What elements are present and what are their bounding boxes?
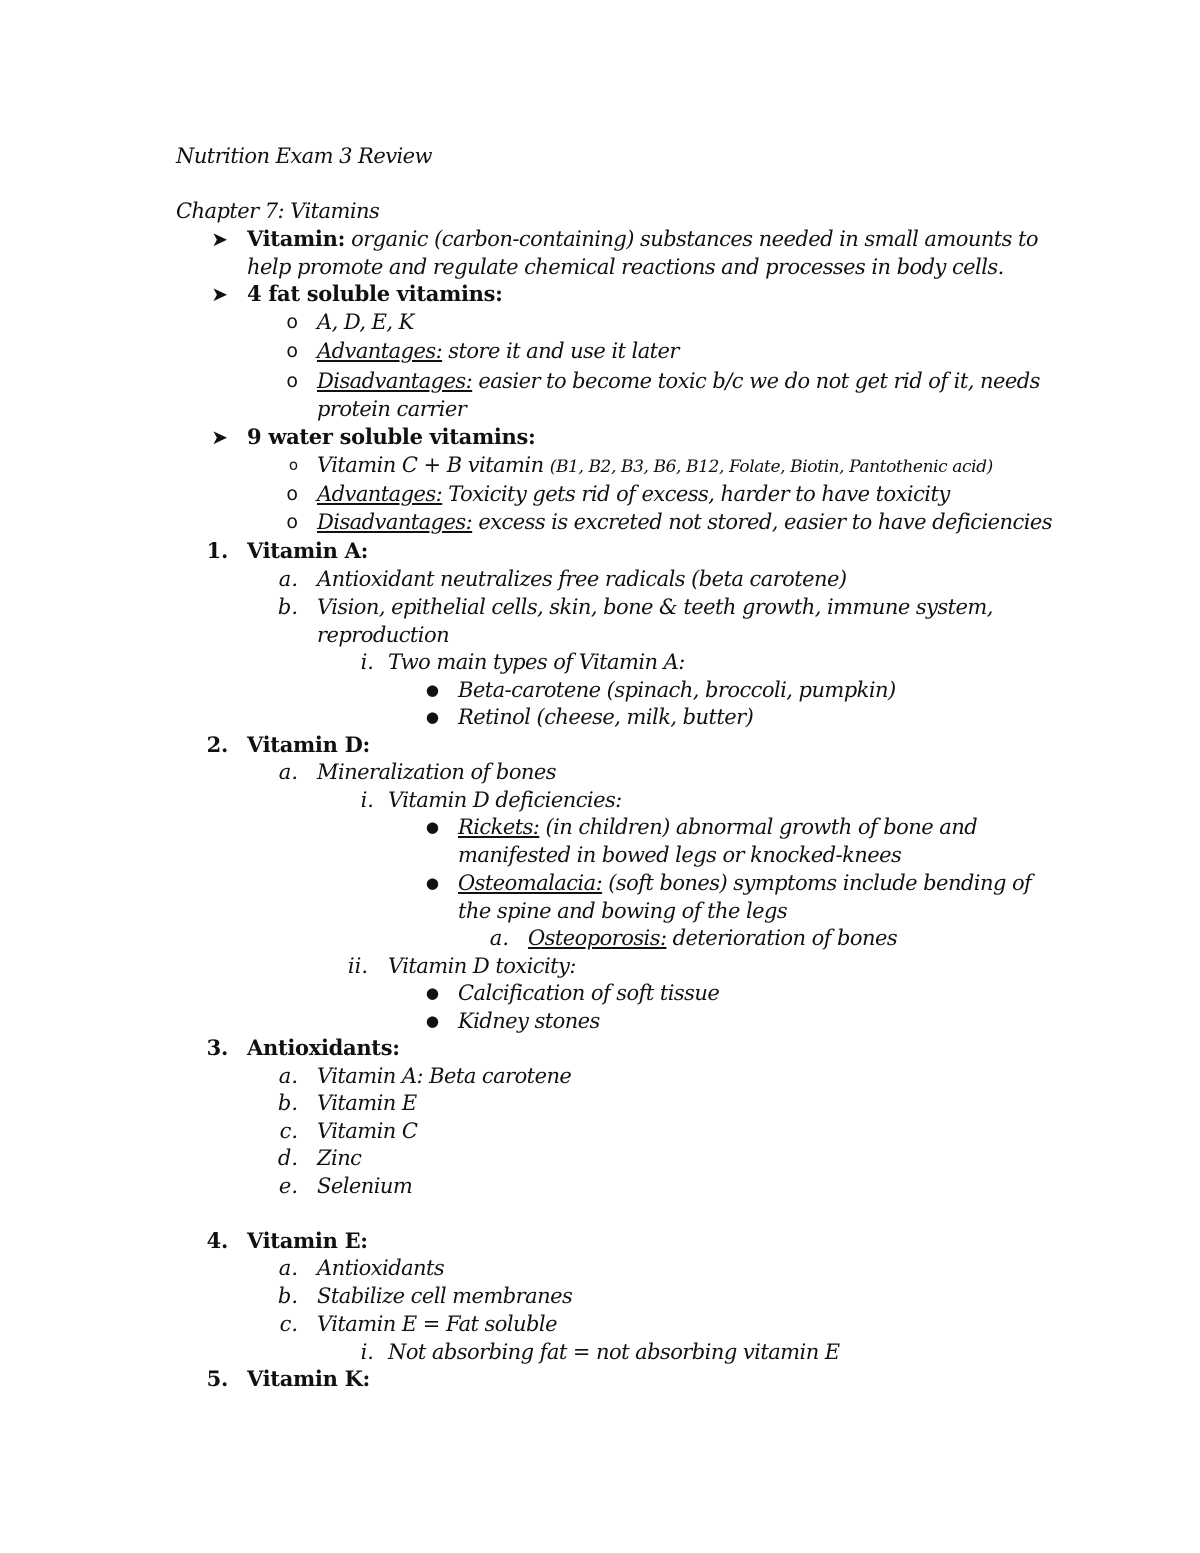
arrow-bullet-icon: ➤	[211, 227, 228, 251]
section-heading-vitamin-d: Vitamin D:	[247, 732, 370, 757]
list-item: Antioxidants	[317, 1256, 445, 1280]
document-title: Nutrition Exam 3 Review	[176, 144, 432, 168]
fat-soluble-disadvantages	[317, 367, 1040, 395]
section-number: 2.	[206, 732, 228, 757]
item-marker: i.	[360, 650, 374, 674]
list-item: Vitamin C	[317, 1119, 418, 1143]
advantages-text: Toxicity gets rid of excess, harder to have toxicity	[448, 482, 950, 506]
circle-bullet-icon: o	[286, 370, 298, 392]
water-soluble-main: Vitamin C + B vitamin	[317, 453, 544, 477]
vitamin-definition	[247, 225, 1038, 253]
item-marker: a.	[278, 1064, 298, 1088]
disadvantages-text-cont: protein carrier	[317, 397, 467, 421]
advantages-text: store it and use it later	[448, 339, 679, 363]
section-heading-antioxidants: Antioxidants:	[247, 1035, 400, 1060]
item-marker: a.	[278, 567, 298, 591]
item-marker: ii.	[347, 954, 368, 978]
disadvantages-label: Disadvantages:	[317, 510, 473, 534]
circle-bullet-icon: o	[286, 340, 298, 362]
item-marker: a.	[278, 1256, 298, 1280]
fat-soluble-advantages	[317, 337, 679, 365]
list-item: Stabilize cell membranes	[317, 1284, 573, 1308]
item-marker: b.	[277, 1091, 298, 1115]
section-number: 5.	[206, 1366, 228, 1391]
list-item: Vitamin E	[317, 1091, 417, 1115]
list-item: Zinc	[317, 1146, 362, 1170]
bullet-dot-icon: ●	[425, 1012, 439, 1030]
advantages-label: Advantages:	[317, 482, 443, 506]
disadvantages-label: Disadvantages:	[317, 369, 473, 393]
disadvantages-text: easier to become toxic b/c we do not get rid of it, needs	[478, 369, 1040, 393]
list-item-cont: manifested in bowed legs or knocked-knees	[458, 843, 902, 867]
definition-text: organic (carbon-containing) substances needed in small amounts to	[351, 227, 1038, 251]
advantages-label: Advantages:	[317, 339, 443, 363]
water-soluble-disadvantages	[317, 508, 1052, 536]
item-marker: b.	[277, 1284, 298, 1308]
list-item: Vitamin E = Fat soluble	[317, 1312, 557, 1336]
list-item: Kidney stones	[458, 1009, 600, 1033]
fat-soluble-list: A, D, E, K	[317, 310, 414, 334]
fat-soluble-heading: 4 fat soluble vitamins:	[247, 281, 503, 306]
circle-bullet-icon: o	[286, 311, 298, 333]
water-soluble-list	[317, 451, 993, 481]
item-marker: i.	[360, 788, 374, 812]
term-label: Osteomalacia:	[458, 871, 603, 895]
list-item: Vitamin A: Beta carotene	[317, 1064, 572, 1088]
list-item-cont: reproduction	[317, 623, 450, 647]
circle-bullet-icon: o	[286, 483, 298, 505]
item-marker: a.	[278, 760, 298, 784]
item-marker: c.	[279, 1119, 298, 1143]
list-item: Vitamin D toxicity:	[388, 954, 576, 978]
list-item-rickets	[458, 813, 977, 841]
section-heading-vitamin-e: Vitamin E:	[247, 1228, 368, 1253]
list-item: Retinol (cheese, milk, butter)	[458, 705, 754, 729]
term-text: deterioration of bones	[672, 926, 898, 950]
list-item: Two main types of Vitamin A:	[388, 650, 685, 674]
list-item: Mineralization of bones	[317, 760, 557, 784]
circle-bullet-icon: o	[288, 456, 298, 474]
bullet-dot-icon: ●	[425, 984, 439, 1002]
list-item: Vision, epithelial cells, skin, bone & teeth growth, immune system,	[317, 595, 993, 619]
term-label: Osteoporosis:	[528, 926, 667, 950]
list-item-osteoporosis	[528, 924, 897, 952]
item-marker: d.	[277, 1146, 298, 1170]
term-text: (in children) abnormal growth of bone and	[545, 815, 978, 839]
water-soluble-advantages	[317, 480, 950, 508]
item-marker: b.	[277, 595, 298, 619]
disadvantages-text: excess is excreted not stored, easier to have deficiencies	[478, 510, 1052, 534]
list-item-cont: the spine and bowing of the legs	[458, 899, 788, 923]
item-marker: e.	[278, 1174, 298, 1198]
item-marker: a.	[489, 926, 509, 950]
bullet-dot-icon: ●	[425, 681, 439, 699]
chapter-heading: Chapter 7: Vitamins	[176, 199, 380, 223]
definition-text-cont: help promote and regulate chemical reactions and processes in body cells.	[247, 255, 1004, 279]
circle-bullet-icon: o	[286, 511, 298, 533]
list-item-osteomalacia	[458, 869, 1031, 897]
water-soluble-heading: 9 water soluble vitamins:	[247, 424, 536, 449]
section-heading-vitamin-k: Vitamin K:	[247, 1366, 370, 1391]
list-item: Selenium	[317, 1174, 413, 1198]
section-number: 1.	[206, 538, 228, 563]
bullet-dot-icon: ●	[425, 708, 439, 726]
item-marker: c.	[279, 1312, 298, 1336]
water-soluble-detail: (B1, B2, B3, B6, B12, Folate, Biotin, Pantothenic acid)	[549, 457, 993, 477]
list-item: Not absorbing fat = not absorbing vitamin E	[388, 1340, 840, 1364]
bullet-dot-icon: ●	[425, 874, 439, 892]
term-text: (soft bones) symptoms include bending of	[608, 871, 1032, 895]
section-number: 4.	[206, 1228, 228, 1253]
section-heading-vitamin-a: Vitamin A:	[247, 538, 369, 563]
item-marker: i.	[360, 1340, 374, 1364]
list-item: Vitamin D deficiencies:	[388, 788, 622, 812]
arrow-bullet-icon: ➤	[211, 282, 228, 306]
bullet-dot-icon: ●	[425, 818, 439, 836]
list-item: Antioxidant neutralizes free radicals (beta carotene)	[317, 567, 847, 591]
list-item: Beta-carotene (spinach, broccoli, pumpkin)	[458, 678, 896, 702]
term-label: Rickets:	[458, 815, 540, 839]
arrow-bullet-icon: ➤	[211, 425, 228, 449]
list-item: Calcification of soft tissue	[458, 981, 720, 1005]
section-number: 3.	[206, 1035, 228, 1060]
term-label: Vitamin:	[247, 226, 346, 251]
